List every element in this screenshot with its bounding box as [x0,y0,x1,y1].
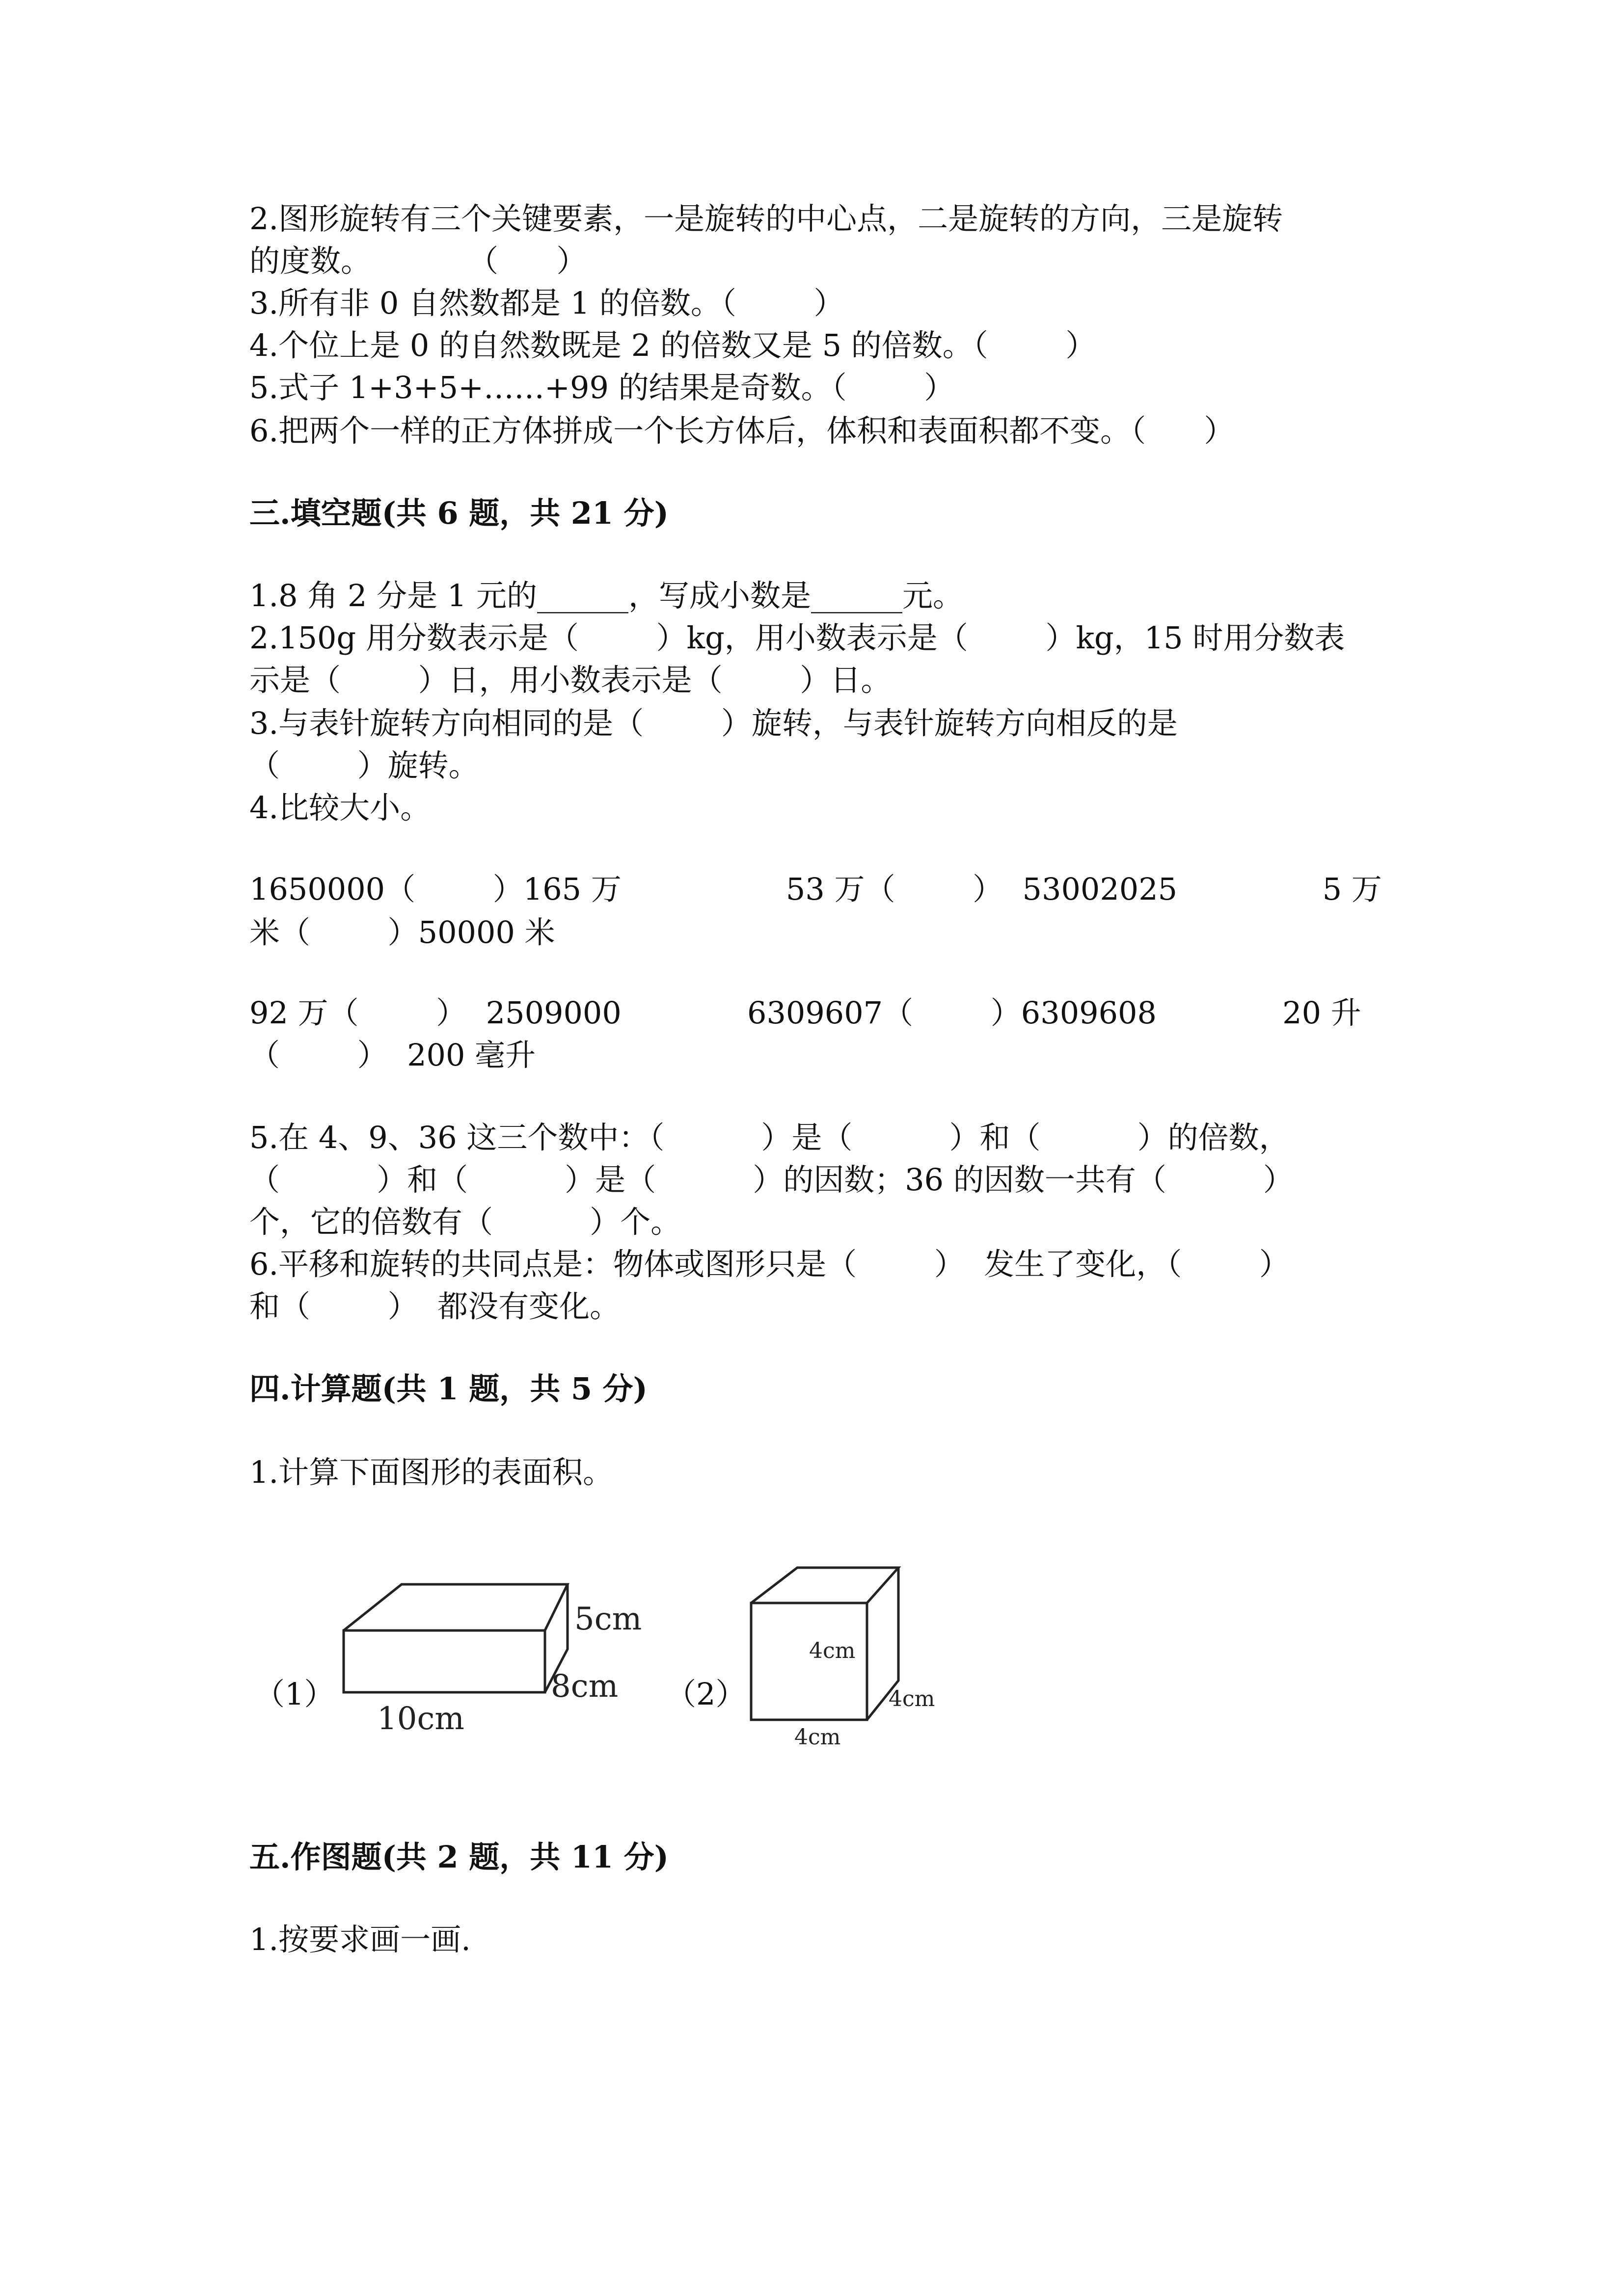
s3-q2-line1: 2.150g 用分数表示是（ ）kg，用小数表示是（ ）kg，15 时用分数表 [249,620,1345,656]
s2-q4: 4.个位上是 0 的自然数既是 2 的倍数又是 5 的倍数。（ ） [249,327,1096,363]
s2-q2-line1: 2.图形旋转有三个关键要素，一是旋转的中心点，二是旋转的方向，三是旋转 [249,201,1283,237]
cuboid-depth-label: 8cm [551,1668,619,1705]
section3-title: 三.填空题(共 6 题，共 21 分) [249,495,669,531]
s3-q4: 4.比较大小。 [249,790,431,826]
cube-length-label: 4cm [794,1725,841,1750]
figure1-label: （1） [254,1676,335,1712]
s3-q1: 1.8 角 2 分是 1 元的______，写成小数是______元。 [249,578,964,614]
s3-q3-line2: （ ）旋转。 [249,748,479,783]
cuboid-length-label: 10cm [377,1701,464,1737]
cuboid-figure [319,1561,663,1757]
s3-q2-line2: 示是（ ）日，用小数表示是（ ）日。 [249,662,892,698]
cube-height-label: 4cm [809,1638,856,1663]
s3-compare-row1: 1650000（ ）165 万 53 万（ ） 53002025 5 万 [249,871,1382,907]
s2-q5: 5.式子 1+3+5+……+99 的结果是奇数。（ ） [249,370,955,405]
s4-q1: 1.计算下面图形的表面积。 [249,1454,614,1490]
s5-q1: 1.按要求画一画. [249,1922,471,1957]
s3-q5-line1: 5.在 4、9、36 这三个数中：（ ）是（ ）和（ ）的倍数， [249,1120,1290,1155]
s2-q2-line2: 的度数。 （ ） [249,243,587,279]
s2-q3: 3.所有非 0 自然数都是 1 的倍数。（ ） [249,285,844,321]
section4-title: 四.计算题(共 1 题，共 5 分) [249,1371,648,1407]
s3-q6-line2: 和（ ） 都没有变化。 [249,1288,621,1324]
cuboid-front-face [344,1630,545,1692]
s3-q6-line1: 6.平移和旋转的共同点是：物体或图形只是（ ） 发生了变化，（ ） [249,1246,1290,1282]
s3-q3-line1: 3.与表针旋转方向相同的是（ ）旋转，与表针旋转方向相反的是 [249,705,1178,741]
s3-compare-row1b: 米（ ）50000 米 [249,914,555,950]
s3-q5-line2: （ ）和（ ）是（ ）的因数；36 的因数一共有（ ） [249,1162,1294,1198]
figure2-label: （2） [666,1676,746,1712]
s3-compare-row2b: （ ） 200 毫升 [249,1037,536,1073]
cube-figure [736,1556,947,1752]
section5-title: 五.作图题(共 2 题，共 11 分) [249,1839,669,1875]
cube-depth-label: 4cm [889,1686,935,1711]
s3-q5-line3: 个，它的倍数有（ ）个。 [249,1204,681,1240]
cube-top-face [751,1568,898,1603]
cuboid-top-face [344,1584,568,1630]
cuboid-height-label: 5cm [574,1601,642,1637]
s2-q6: 6.把两个一样的正方体拼成一个长方体后，体积和表面积都不变。（ ） [249,413,1235,449]
s3-compare-row2: 92 万（ ） 2509000 6309607（ ）6309608 20 升 [249,995,1361,1031]
